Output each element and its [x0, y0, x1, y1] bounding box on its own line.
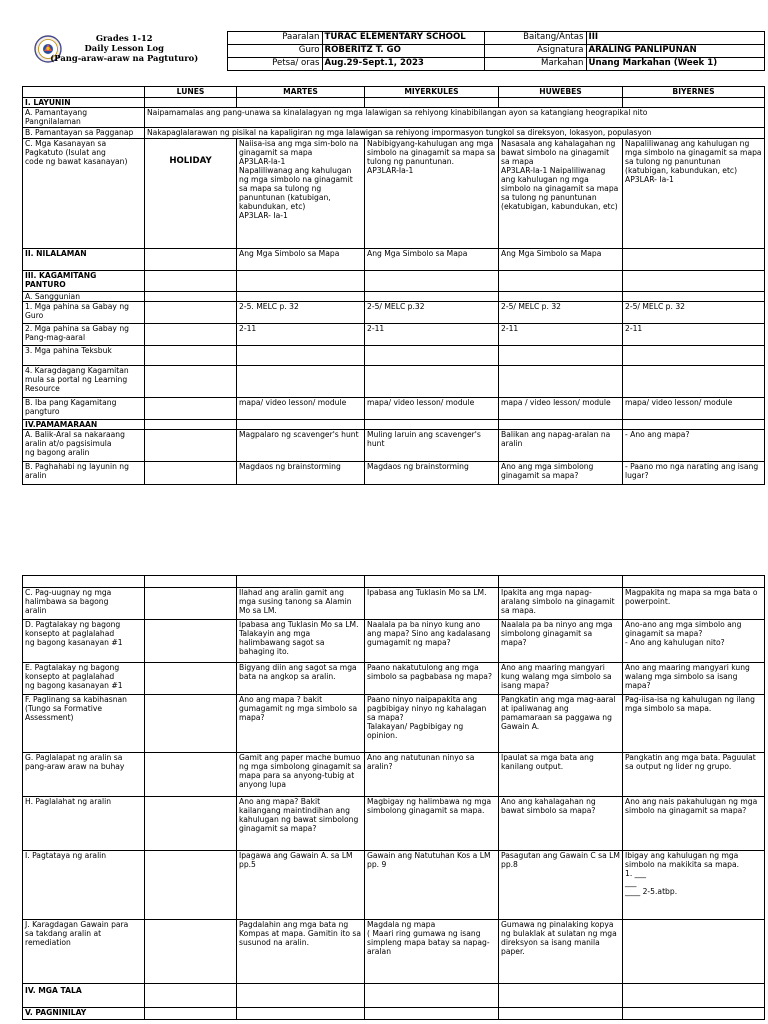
- baitang-label: Baitang/Antas: [484, 32, 586, 45]
- section-mga-tala: IV. MGA TALA: [23, 984, 145, 1008]
- table-row: [23, 620, 765, 663]
- kasanayan-huwebes: Nasasala ang kahalagahan ng bawat simbolo na ginagamit sa mapa AP3LAR-Ia-1 Naipaliliwanag ang kahulugan ng mga simbolo na ginagamit sa mapa sa tulong ng panuntunan (ekatubigan, kabundukan, etc): [499, 139, 623, 249]
- row-g-lunes: [145, 753, 237, 797]
- iba-pang-biyernes: mapa/ video lesson/ module: [623, 398, 765, 420]
- document-title: Grades 1-12 Daily Lesson Log (Pang-araw-araw na Pagtuturo): [50, 32, 199, 63]
- nilalaman-martes: Ang Mga Simbolo sa Mapa: [237, 249, 365, 271]
- guro-label: Guro: [227, 45, 322, 58]
- pamantayang-value: Naipamamalas ang pang-unawa sa kinalalagyan ng mga lalawigan sa rehiyong kinabibilangan ayon sa katangiang heograpikal nito: [145, 108, 765, 128]
- gabay-mag-aaral-lunes: [145, 324, 237, 346]
- balik-aral-martes: Magpalaro ng scavenger's hunt: [237, 430, 365, 462]
- table-row: [23, 920, 765, 984]
- guro-value: ROBERITZ T. GO: [322, 45, 484, 58]
- day-header-blank: [23, 87, 145, 98]
- row-d-huwebes: Naalala pa ba ninyo ang mga simbolong ginagamit sa mapa?: [499, 620, 623, 663]
- paghahabi-biyernes: - Paano mo nga narating ang isang lugar?: [623, 462, 765, 485]
- petsa-label: Petsa/ oras: [227, 58, 322, 71]
- asignatura-label: Asignatura: [484, 45, 586, 58]
- day-header-martes: MARTES: [237, 87, 365, 98]
- table-row: [23, 663, 765, 695]
- day-header-lunes: LUNES: [145, 87, 237, 98]
- row-c-miyerkules: Ipabasa ang Tuklasin Mo sa LM.: [365, 588, 499, 620]
- row-f-miyerkules: Paano ninyo naipapakita ang pagbibigay ninyo ng kahalagan sa mapa? Talakayan/ Pagbibigay ng opinion.: [365, 695, 499, 753]
- gabay-guro-huwebes: 2-5/ MELC p. 32: [499, 302, 623, 324]
- row-c-biyernes: Magpakita ng mapa sa mga bata o powerpoint.: [623, 588, 765, 620]
- karagdagan-gawain-label: J. Karagdagan Gawain para sa takdang aralin at remediation: [23, 920, 145, 984]
- row-h-biyernes: Ano ang nais pakahulugan ng mga simbolo na ginagamit sa mapa?: [623, 797, 765, 851]
- markahan-value: Unang Markahan (Week 1): [586, 58, 764, 71]
- row-g-miyerkules: Ano ang natutunan ninyo sa aralin?: [365, 753, 499, 797]
- baitang-value: III: [586, 32, 764, 45]
- row-d-biyernes: Ano-ano ang mga simbolo ang ginagamit sa mapa? - Ano ang kahulugan nito?: [623, 620, 765, 663]
- row-i-lunes: [145, 851, 237, 920]
- gabay-mag-aaral-miyerkules: 2-11: [365, 324, 499, 346]
- row-g-huwebes: Ipaulat sa mga bata ang kanilang output.: [499, 753, 623, 797]
- row-j-huwebes: Gumawa ng pinalaking kopya ng bulaklak at sulatan ng mga direksyon sa isang manila paper.: [499, 920, 623, 984]
- nilalaman-huwebes: Ang Mga Simbolo sa Mapa: [499, 249, 623, 271]
- section-nilalaman: II. NILALAMAN: [23, 249, 145, 271]
- paghahabi-lunes: [145, 462, 237, 485]
- table-row: [23, 797, 765, 851]
- row-e-lunes: [145, 663, 237, 695]
- pag-uugnay-label: C. Pag-uugnay ng mga halimbawa sa bagong aralin: [23, 588, 145, 620]
- row-h-lunes: [145, 797, 237, 851]
- nilalaman-miyerkules: Ang Mga Simbolo sa Mapa: [365, 249, 499, 271]
- row-j-biyernes: [623, 920, 765, 984]
- paghahabi-martes: Magdaos ng brainstorming: [237, 462, 365, 485]
- asignatura-value: ARALING PANLIPUNAN: [586, 45, 764, 58]
- kasanayan-martes: Naiisa-isa ang mga sim-bolo na ginagamit sa mapa AP3LAR-Ia-1 Napaliliwanag ang kahulugan ng mga simbolo na ginagamit sa mapa sa tulong ng panuntunan (katubigan, kabundukan, etc) AP3LAR- Ia-1: [237, 139, 365, 249]
- gabay-guro-martes: 2-5. MELC p. 32: [237, 302, 365, 324]
- iba-pang-martes: mapa/ video lesson/ module: [237, 398, 365, 420]
- pagtataya-label: I. Pagtataya ng aralin: [23, 851, 145, 920]
- day-header-miyerkules: MIYERKULES: [365, 87, 499, 98]
- iba-pang-lunes: [145, 398, 237, 420]
- teksbuk-label: 3. Mga pahina Teksbuk: [23, 346, 145, 366]
- paaralan-value: TURAC ELEMENTARY SCHOOL: [322, 32, 484, 45]
- row-h-miyerkules: Magbigay ng halimbawa ng mga simbolong ginagamit sa mapa.: [365, 797, 499, 851]
- kasanayan-biyernes: Napaliliwanag ang kahulugan ng mga simbolo na ginagamit sa mapa sa tulong ng panuntunan (katubigan, kabundukan, etc) AP3LAR- Ia-1: [623, 139, 765, 249]
- markahan-label: Markahan: [484, 58, 586, 71]
- table-row: [23, 851, 765, 920]
- paglalahat-label: H. Paglalahat ng aralin: [23, 797, 145, 851]
- pagtalakay-d-label: D. Pagtalakay ng bagong konsepto at paglalahad ng bagong kasanayan #1: [23, 620, 145, 663]
- section-kagamitang-panturo: III. KAGAMITANG PANTURO: [23, 271, 145, 292]
- row-c-martes: Ilahad ang aralin gamit ang mga susing tanong sa Alamin Mo sa LM.: [237, 588, 365, 620]
- nilalaman-biyernes: [623, 249, 765, 271]
- paghahabi-miyerkules: Magdaos ng brainstorming: [365, 462, 499, 485]
- paglinang-label: F. Paglinang sa kabihasnan (Tungo sa Formative Assessment): [23, 695, 145, 753]
- paghahabi-label: B. Paghahabi ng layunin ng aralin: [23, 462, 145, 485]
- balik-aral-label: A. Balik-Aral sa nakaraang aralin at/o pagsisimula ng bagong aralin: [23, 430, 145, 462]
- paghahabi-huwebes: Ano ang mga simbolong ginagamit sa mapa?: [499, 462, 623, 485]
- pagtalakay-e-label: E. Pagtalakay ng bagong konsepto at paglalahad ng bagong kasanayan #1: [23, 663, 145, 695]
- row-i-huwebes: Pasagutan ang Gawain C sa LM pp.8: [499, 851, 623, 920]
- balik-aral-biyernes: - Ano ang mapa?: [623, 430, 765, 462]
- gabay-guro-lunes: [145, 302, 237, 324]
- nilalaman-lunes: [145, 249, 237, 271]
- day-header-huwebes: HUWEBES: [499, 87, 623, 98]
- balik-aral-miyerkules: Muling laruin ang scavenger's hunt: [365, 430, 499, 462]
- table-row: [23, 588, 765, 620]
- kasanayan-miyerkules: Nabibigyang-kahulugan ang mga simbolo na ginagamit sa mapa sa tulong ng panuntunan. AP3LAR-Ia-1: [365, 139, 499, 249]
- row-j-lunes: [145, 920, 237, 984]
- gabay-mag-aaral-biyernes: 2-11: [623, 324, 765, 346]
- sanggunian-label: A. Sanggunian: [23, 292, 145, 302]
- iba-pang-huwebes: mapa / video lesson/ module: [499, 398, 623, 420]
- gabay-guro-miyerkules: 2-5/ MELC p.32: [365, 302, 499, 324]
- row-i-martes: Ipagawa ang Gawain A. sa LM pp.5: [237, 851, 365, 920]
- row-f-martes: Ano ang mapa ? bakit gumagamit ng mga simbolo sa mapa?: [237, 695, 365, 753]
- table-row: [23, 695, 765, 753]
- row-h-huwebes: Ano ang kahalagahan ng bawat simbolo sa mapa?: [499, 797, 623, 851]
- balik-aral-huwebes: Balikan ang napag-aralan na aralin: [499, 430, 623, 462]
- row-d-martes: Ipabasa ang Tuklasin Mo sa LM. Talakayin ang mga halimbawang sagot sa bahaging ito.: [237, 620, 365, 663]
- section-pagninilay: V. PAGNINILAY: [23, 1008, 145, 1020]
- row-j-martes: Pagdalahin ang mga bata ng Kompas at mapa. Gamitin ito sa susunod na aralin.: [237, 920, 365, 984]
- row-h-martes: Ano ang mapa? Bakit kailangang maintindihan ang kahulugan ng bawat simbolong ginagamit sa mapa?: [237, 797, 365, 851]
- row-f-biyernes: Pag-iisa-isa ng kahulugan ng ilang mga simbolo sa mapa.: [623, 695, 765, 753]
- karagdagang-kagamitan-label: 4. Karagdagang Kagamitan mula sa portal ng Learning Resource: [23, 366, 145, 398]
- iba-pang-kagamitan-label: B. Iba pang Kagamitang pangturo: [23, 398, 145, 420]
- pagganap-value: Nakapaglalarawan ng pisikal na kapaligiran ng mga lalawigan sa rehiyong impormasyon tungkol sa direksyon, lokasyon, populasyon: [145, 128, 765, 139]
- row-d-miyerkules: Naalala pa ba ninyo kung ano ang mapa? Sino ang kadalasang gumagamit ng mapa?: [365, 620, 499, 663]
- row-j-miyerkules: Magdala ng mapa ( Maari ring gumawa ng isang simpleng mapa batay sa napag-aralan: [365, 920, 499, 984]
- table-row: [23, 753, 765, 797]
- section-pamamaraan: IV.PAMAMARAAN: [23, 420, 145, 430]
- kasanayan-label: C. Mga Kasanayan sa Pagkatuto (Isulat ang code ng bawat kasanayan): [23, 139, 145, 249]
- row-c-huwebes: Ipakita ang mga napag-aralang simbolo na ginagamit sa mapa.: [499, 588, 623, 620]
- row-c-lunes: [145, 588, 237, 620]
- row-d-lunes: [145, 620, 237, 663]
- row-i-biyernes: Ibigay ang kahulugan ng mga simbolo na makikita sa mapa. 1. ___ ___ ____ 2-5.atbp.: [623, 851, 765, 920]
- pagganap-label: B. Pamantayan sa Pagganap: [23, 128, 145, 139]
- gabay-mag-aaral-huwebes: 2-11: [499, 324, 623, 346]
- row-e-miyerkules: Paano nakatutulong ang mga simbolo sa pagbabasa ng mapa?: [365, 663, 499, 695]
- row-i-miyerkules: Gawain ang Natutuhan Kos a LM pp. 9: [365, 851, 499, 920]
- row-g-biyernes: Pangkatin ang mga bata. Paguulat sa output ng lider ng grupo.: [623, 753, 765, 797]
- section-layunin: I. LAYUNIN: [23, 98, 145, 108]
- lesson-log-table-top: [22, 86, 765, 485]
- paglalapat-label: G. Paglalapat ng aralin sa pang-araw araw na buhay: [23, 753, 145, 797]
- gabay-mag-aaral-label: 2. Mga pahina sa Gabay ng Pang-mag-aaral: [23, 324, 145, 346]
- gabay-guro-label: 1. Mga pahina sa Gabay ng Guro: [23, 302, 145, 324]
- day-header-biyernes: BIYERNES: [623, 87, 765, 98]
- row-g-martes: Gamit ang paper mache bumuo ng mga simbolong ginagamit sa mapa para sa anyong-tubig at anyong lupa: [237, 753, 365, 797]
- row-f-huwebes: Pangkatin ang mga mag-aaral at ipaliwanag ang pamamaraan sa paggawa ng Gawain A.: [499, 695, 623, 753]
- lesson-log-table-bottom: [22, 575, 765, 1020]
- header-table: [22, 31, 765, 71]
- paaralan-label: Paaralan: [227, 32, 322, 45]
- row-e-martes: Bigyang diin ang sagot sa mga bata na angkop sa aralin.: [237, 663, 365, 695]
- iba-pang-miyerkules: mapa/ video lesson/ module: [365, 398, 499, 420]
- gabay-guro-biyernes: 2-5/ MELC p. 32: [623, 302, 765, 324]
- balik-aral-lunes: [145, 430, 237, 462]
- petsa-value: Aug.29-Sept.1, 2023: [322, 58, 484, 71]
- holiday-label: HOLIDAY: [145, 139, 237, 249]
- gabay-mag-aaral-martes: 2-11: [237, 324, 365, 346]
- row-f-lunes: [145, 695, 237, 753]
- pamantayang-label: A. Pamantayang Pangnilalaman: [23, 108, 145, 128]
- row-e-huwebes: Ano ang maaring mangyari kung walang mga simbolo sa isang mapa?: [499, 663, 623, 695]
- row-e-biyernes: Ano ang maaring mangyari kung walang mga simbolo sa isang mapa?: [623, 663, 765, 695]
